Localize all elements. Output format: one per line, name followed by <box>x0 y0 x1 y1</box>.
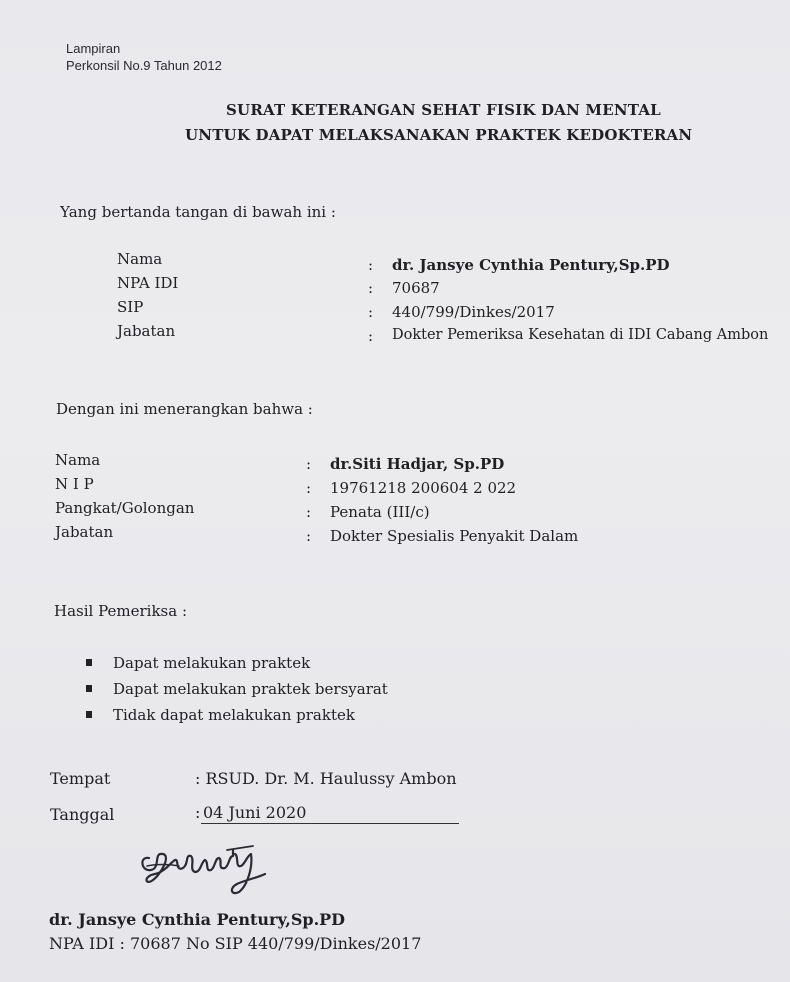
subject-pangkat-label: Pangkat/Golongan <box>55 499 195 517</box>
signer-npa-colon: : <box>368 279 374 297</box>
signer-npa-label: NPA IDI <box>117 274 179 292</box>
subject-jabatan-label: Jabatan <box>55 523 114 541</box>
bullet-icon <box>86 659 92 666</box>
title-line-2: UNTUK DAPAT MELAKSANAKAN PRAKTEK KEDOKTERAN <box>185 126 693 144</box>
signer-npa-value: 70687 <box>392 279 440 297</box>
subject-name-colon: : <box>306 455 312 473</box>
result-title: Hasil Pemeriksa : <box>54 602 188 620</box>
signer-jabatan-colon: : <box>368 327 374 345</box>
result-option-2: Dapat melakukan praktek bersyarat <box>113 680 388 698</box>
date-value: 04 Juni 2020 <box>203 803 307 822</box>
signer-sip-value: 440/799/Dinkes/2017 <box>392 303 555 321</box>
bullet-icon <box>86 711 92 718</box>
subject-nip-value: 19761218 200604 2 022 <box>330 479 517 497</box>
signer-name-label: Nama <box>117 250 163 268</box>
result-option-1: Dapat melakukan praktek <box>113 654 311 672</box>
date-colon: : <box>195 803 201 822</box>
bullet-icon <box>86 685 92 692</box>
date-label: Tanggal <box>50 805 115 824</box>
signer-jabatan-value: Dokter Pemeriksa Kesehatan di IDI Cabang Ambon <box>392 327 769 343</box>
footer-name: dr. Jansye Cynthia Pentury,Sp.PD <box>49 910 346 929</box>
lampiran-label: Lampiran <box>66 41 121 56</box>
title-line-1: SURAT KETERANGAN SEHAT FISIK DAN MENTAL <box>226 101 661 119</box>
place-value: : RSUD. Dr. M. Haulussy Ambon <box>195 769 457 788</box>
signer-sip-colon: : <box>368 303 374 321</box>
signer-name-colon: : <box>368 256 374 274</box>
subject-name-value: dr.Siti Hadjar, Sp.PD <box>330 455 505 473</box>
subject-pangkat-colon: : <box>306 503 312 521</box>
date-underline <box>201 823 459 824</box>
subject-jabatan-value: Dokter Spesialis Penyakit Dalam <box>330 527 579 545</box>
perkonsil-label: Perkonsil No.9 Tahun 2012 <box>66 58 222 73</box>
subject-nip-label: N I P <box>55 475 94 493</box>
subject-name-label: Nama <box>55 451 101 469</box>
signer-jabatan-label: Jabatan <box>117 322 176 340</box>
signature-icon <box>135 838 275 900</box>
subject-nip-colon: : <box>306 479 312 497</box>
subject-jabatan-colon: : <box>306 527 312 545</box>
signer-sip-label: SIP <box>117 298 144 316</box>
subject-pangkat-value: Penata (III/c) <box>330 503 430 521</box>
result-option-3: Tidak dapat melakukan praktek <box>113 706 355 724</box>
place-label: Tempat <box>50 769 111 788</box>
signer-intro: Yang bertanda tangan di bawah ini : <box>60 203 336 221</box>
footer-ids: NPA IDI : 70687 No SIP 440/799/Dinkes/2017 <box>49 934 422 953</box>
subject-intro: Dengan ini menerangkan bahwa : <box>56 400 313 418</box>
signer-name-value: dr. Jansye Cynthia Pentury,Sp.PD <box>392 256 670 274</box>
